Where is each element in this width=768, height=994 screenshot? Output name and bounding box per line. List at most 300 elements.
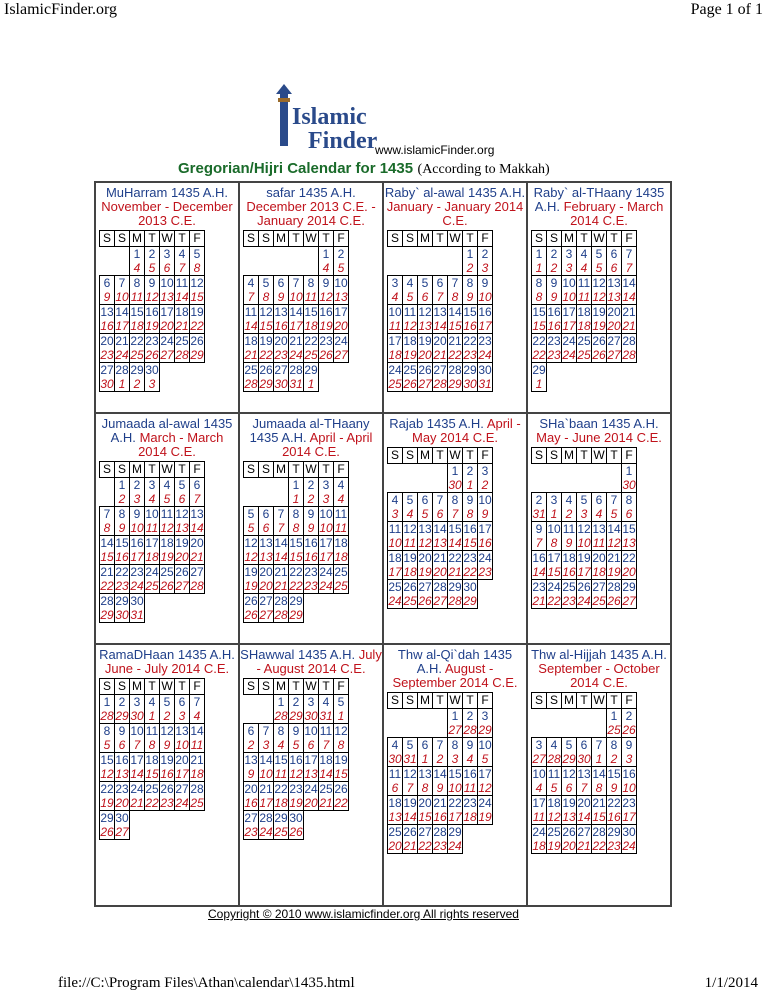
day-cell xyxy=(289,305,304,334)
hijri-day: 22 xyxy=(289,565,303,579)
day-cell xyxy=(319,507,334,536)
gregorian-day: 8 xyxy=(550,536,558,550)
gregorian-day: 24 xyxy=(577,594,591,608)
gregorian-day: 5 xyxy=(337,261,345,275)
hijri-day: 20 xyxy=(100,334,114,348)
hijri-day: 24 xyxy=(160,334,174,348)
day-cell xyxy=(130,305,145,334)
day-cell xyxy=(622,464,637,493)
gregorian-day: 11 xyxy=(403,536,417,550)
day-cell xyxy=(289,753,304,782)
gregorian-day: 5 xyxy=(610,507,618,521)
weekday-header: F xyxy=(190,462,205,478)
gregorian-day: 30 xyxy=(388,752,402,766)
day-cell xyxy=(448,247,463,276)
weekday-header: M xyxy=(274,462,289,478)
gregorian-day: 21 xyxy=(403,839,417,853)
gregorian-day: 27 xyxy=(448,723,462,737)
hijri-day: 21 xyxy=(190,753,204,767)
gregorian-day: 9 xyxy=(307,521,315,535)
day-cell xyxy=(388,305,403,334)
hijri-day: 2 xyxy=(292,695,300,709)
hijri-day: 25 xyxy=(145,782,159,796)
gregorian-day: 25 xyxy=(145,579,159,593)
gregorian-day: 16 xyxy=(562,565,576,579)
hijri-day: 25 xyxy=(334,565,348,579)
day-cell xyxy=(304,363,319,392)
hijri-day: 22 xyxy=(448,796,462,810)
weekday-header: T xyxy=(145,462,160,478)
calendar-row-2 xyxy=(94,412,672,643)
day-cell xyxy=(115,753,130,782)
gregorian-day: 1 xyxy=(421,752,429,766)
day-cell xyxy=(463,709,478,738)
hijri-month-name: Rajab 1435 A.H. xyxy=(389,416,484,431)
hijri-day: 14 xyxy=(190,724,204,738)
hijri-day: 21 xyxy=(607,551,621,565)
hijri-day: 9 xyxy=(466,738,474,752)
day-cell xyxy=(130,565,145,594)
day-cell xyxy=(622,796,637,825)
gregorian-day: 18 xyxy=(145,550,159,564)
weekday-header: T xyxy=(577,448,592,464)
hijri-day: 24 xyxy=(562,334,576,348)
hijri-day: 2 xyxy=(118,695,126,709)
gregorian-day: 24 xyxy=(478,348,492,362)
hijri-day: 26 xyxy=(259,363,273,377)
gregorian-day: 1 xyxy=(595,752,603,766)
day-cell xyxy=(607,464,622,493)
hijri-month-name: SHa`baan 1435 A.H. xyxy=(539,416,659,431)
day-cell xyxy=(592,276,607,305)
day-cell xyxy=(418,464,433,493)
gregorian-day: 29 xyxy=(463,594,477,608)
day-cell xyxy=(319,811,334,840)
day-cell xyxy=(100,478,115,507)
hijri-day: 15 xyxy=(289,536,303,550)
day-cell xyxy=(115,536,130,565)
day-cell xyxy=(175,305,190,334)
hijri-day: 14 xyxy=(289,305,303,319)
day-cell xyxy=(319,536,334,565)
day-cell xyxy=(607,767,622,796)
hijri-day: 2 xyxy=(535,493,543,507)
day-cell xyxy=(319,478,334,507)
day-cell xyxy=(592,522,607,551)
hijri-day: 9 xyxy=(322,276,330,290)
day-cell xyxy=(190,276,205,305)
hijri-day: 30 xyxy=(289,811,303,825)
day-cell xyxy=(100,305,115,334)
gregorian-day: 9 xyxy=(466,290,474,304)
day-cell xyxy=(622,334,637,363)
hijri-day: 16 xyxy=(115,753,129,767)
gregorian-day: 26 xyxy=(100,825,114,839)
gregorian-day: 10 xyxy=(577,536,591,550)
day-cell xyxy=(130,363,145,392)
day-cell xyxy=(115,247,130,276)
gregorian-day: 16 xyxy=(478,536,492,550)
gregorian-day: 13 xyxy=(562,810,576,824)
hijri-day: 14 xyxy=(448,305,462,319)
gregorian-day: 4 xyxy=(406,507,414,521)
hijri-day: 11 xyxy=(145,724,159,738)
day-cell xyxy=(190,565,205,594)
day-cell xyxy=(334,247,349,276)
hijri-day: 8 xyxy=(103,724,111,738)
gregorian-day: 16 xyxy=(160,767,174,781)
day-cell xyxy=(403,276,418,305)
day-cell xyxy=(448,767,463,796)
hijri-day: 1 xyxy=(625,464,633,478)
title-main: Gregorian/Hijri Calendar for 1435 xyxy=(178,160,414,177)
day-cell xyxy=(100,536,115,565)
hijri-day: 19 xyxy=(259,334,273,348)
hijri-day: 15 xyxy=(100,753,114,767)
gregorian-day: 14 xyxy=(130,767,144,781)
weekday-header: W xyxy=(593,231,605,245)
day-cell xyxy=(334,276,349,305)
gregorian-day: 15 xyxy=(334,767,348,781)
gregorian-day: 11 xyxy=(532,810,546,824)
hijri-day: 7 xyxy=(436,738,444,752)
hijri-day: 25 xyxy=(244,363,258,377)
weekday-header: M xyxy=(418,231,433,247)
gregorian-day: 17 xyxy=(289,319,303,333)
gregorian-day: 23 xyxy=(160,796,174,810)
hijri-day: 29 xyxy=(289,594,303,608)
gregorian-day: 23 xyxy=(100,348,114,362)
day-cell xyxy=(244,782,259,811)
hijri-day: 13 xyxy=(190,507,204,521)
day-cell xyxy=(433,522,448,551)
day-cell xyxy=(592,363,607,392)
hijri-day: 12 xyxy=(190,276,204,290)
hijri-day: 12 xyxy=(562,767,576,781)
gregorian-day: 26 xyxy=(607,594,621,608)
gregorian-range: August - September 2014 C.E. xyxy=(392,661,518,690)
month-header xyxy=(528,645,670,690)
gregorian-day: 21 xyxy=(190,550,204,564)
hijri-day: 21 xyxy=(592,796,606,810)
day-cell xyxy=(478,276,493,305)
hijri-month-name: MuHarram 1435 A.H. xyxy=(105,185,229,200)
day-cell xyxy=(319,782,334,811)
hijri-day: 3 xyxy=(307,695,315,709)
day-cell xyxy=(592,305,607,334)
day-cell xyxy=(160,276,175,305)
day-cell xyxy=(115,334,130,363)
hijri-day: 19 xyxy=(562,796,576,810)
day-cell xyxy=(334,811,349,840)
day-cell xyxy=(190,363,205,392)
day-cell xyxy=(244,811,259,840)
day-cell xyxy=(577,825,592,854)
hijri-month-name: safar 1435 A.H. xyxy=(266,185,356,200)
copyright-link[interactable]: Copyright © 2010 www.islamicfinder.org All rights reserved xyxy=(208,907,519,921)
gregorian-day: 8 xyxy=(148,738,156,752)
day-cell xyxy=(304,724,319,753)
weekday-header: S xyxy=(388,231,403,247)
month-calendar-table xyxy=(531,447,637,609)
weekday-header: S xyxy=(403,231,418,247)
gregorian-day: 7 xyxy=(625,261,633,275)
gregorian-day: 26 xyxy=(592,348,606,362)
day-cell xyxy=(145,334,160,363)
day-cell xyxy=(478,580,493,609)
hijri-day: 14 xyxy=(592,767,606,781)
hijri-day: 12 xyxy=(577,522,591,536)
weekday-header: M xyxy=(418,448,433,464)
hijri-day: 8 xyxy=(451,493,459,507)
day-cell xyxy=(259,507,274,536)
hijri-day: 15 xyxy=(463,305,477,319)
weekday-header: F xyxy=(334,231,349,247)
gregorian-day: 11 xyxy=(592,536,606,550)
gregorian-day: 18 xyxy=(274,796,288,810)
day-cell xyxy=(259,247,274,276)
day-cell xyxy=(145,811,160,840)
day-cell xyxy=(478,825,493,854)
weekday-header: T xyxy=(433,448,448,464)
weekday-header: T xyxy=(145,679,160,695)
day-cell xyxy=(478,796,493,825)
day-cell xyxy=(259,276,274,305)
day-cell xyxy=(100,247,115,276)
weekday-header: W xyxy=(305,462,317,476)
day-cell xyxy=(190,478,205,507)
day-cell xyxy=(259,594,274,623)
gregorian-day: 3 xyxy=(133,492,141,506)
hijri-day: 13 xyxy=(244,753,258,767)
day-cell xyxy=(403,709,418,738)
gregorian-day: 8 xyxy=(103,521,111,535)
gregorian-day: 19 xyxy=(592,319,606,333)
gregorian-day: 14 xyxy=(433,319,447,333)
hijri-day: 4 xyxy=(565,493,573,507)
gregorian-day: 23 xyxy=(433,839,447,853)
gregorian-day: 29 xyxy=(562,752,576,766)
day-cell xyxy=(403,825,418,854)
gregorian-day: 19 xyxy=(160,550,174,564)
hijri-day: 17 xyxy=(160,305,174,319)
day-cell xyxy=(463,305,478,334)
day-cell xyxy=(334,565,349,594)
weekday-header: S xyxy=(100,679,115,695)
hijri-day: 11 xyxy=(175,276,189,290)
month-cell xyxy=(526,183,672,412)
gregorian-day: 31 xyxy=(130,608,144,622)
gregorian-day: 2 xyxy=(133,377,141,391)
hijri-day: 23 xyxy=(289,782,303,796)
gregorian-day: 30 xyxy=(577,752,591,766)
hijri-day: 11 xyxy=(547,767,561,781)
gregorian-day: 4 xyxy=(193,709,201,723)
hijri-day: 5 xyxy=(580,493,588,507)
day-cell xyxy=(334,536,349,565)
day-cell xyxy=(607,796,622,825)
day-cell xyxy=(145,536,160,565)
gregorian-day: 27 xyxy=(433,594,447,608)
gregorian-day: 18 xyxy=(130,319,144,333)
gregorian-day: 24 xyxy=(289,348,303,362)
gregorian-day: 23 xyxy=(304,579,318,593)
hijri-day: 22 xyxy=(607,796,621,810)
hijri-day: 12 xyxy=(334,724,348,738)
day-cell xyxy=(577,796,592,825)
hijri-day: 14 xyxy=(259,753,273,767)
day-cell xyxy=(304,478,319,507)
day-cell xyxy=(418,767,433,796)
weekday-header: M xyxy=(562,448,577,464)
day-cell xyxy=(190,753,205,782)
day-cell xyxy=(532,825,547,854)
day-cell xyxy=(244,594,259,623)
day-cell xyxy=(388,767,403,796)
hijri-day: 28 xyxy=(433,825,447,839)
day-cell xyxy=(418,709,433,738)
hijri-day: 12 xyxy=(175,507,189,521)
day-cell xyxy=(334,334,349,363)
hijri-day: 29 xyxy=(463,363,477,377)
day-cell xyxy=(289,363,304,392)
hijri-day: 18 xyxy=(577,305,591,319)
gregorian-day: 21 xyxy=(532,594,546,608)
day-cell xyxy=(334,724,349,753)
gregorian-day: 12 xyxy=(607,536,621,550)
month-header xyxy=(240,645,382,676)
hijri-day: 8 xyxy=(133,276,141,290)
hijri-day: 21 xyxy=(115,334,129,348)
day-cell xyxy=(418,363,433,392)
hijri-day: 27 xyxy=(100,363,114,377)
day-cell xyxy=(259,782,274,811)
hijri-day: 10 xyxy=(304,724,318,738)
hijri-day: 27 xyxy=(244,811,258,825)
hijri-day: 5 xyxy=(565,738,573,752)
day-cell xyxy=(448,363,463,392)
hijri-day: 28 xyxy=(190,782,204,796)
hijri-day: 7 xyxy=(118,276,126,290)
month-calendar-table xyxy=(99,461,205,623)
weekday-header: F xyxy=(478,693,493,709)
hijri-day: 24 xyxy=(547,580,561,594)
weekday-header: M xyxy=(562,231,577,247)
day-cell xyxy=(547,580,562,609)
hijri-day: 8 xyxy=(277,724,285,738)
hijri-day: 23 xyxy=(130,565,144,579)
gregorian-day: 22 xyxy=(190,319,204,333)
day-cell xyxy=(448,709,463,738)
day-cell xyxy=(190,594,205,623)
hijri-day: 24 xyxy=(334,334,348,348)
day-cell xyxy=(562,247,577,276)
weekday-header: T xyxy=(289,679,304,695)
day-cell xyxy=(190,305,205,334)
hijri-day: 23 xyxy=(304,565,318,579)
gregorian-day: 14 xyxy=(319,767,333,781)
gregorian-day: 31 xyxy=(319,709,333,723)
day-cell xyxy=(190,536,205,565)
day-cell xyxy=(304,594,319,623)
hijri-day: 17 xyxy=(388,334,402,348)
hijri-day: 18 xyxy=(562,551,576,565)
hijri-month-name: Jumaada al-THaany 1435 A.H. xyxy=(249,416,370,445)
gregorian-day: 3 xyxy=(391,507,399,521)
hijri-day: 21 xyxy=(433,796,447,810)
gregorian-day: 27 xyxy=(622,594,636,608)
hijri-day: 2 xyxy=(307,478,315,492)
day-cell xyxy=(433,276,448,305)
weekday-header: S xyxy=(259,231,274,247)
gregorian-day: 24 xyxy=(115,348,129,362)
weekday-header: S xyxy=(388,448,403,464)
gregorian-day: 2 xyxy=(247,738,255,752)
gregorian-day: 17 xyxy=(115,319,129,333)
day-cell xyxy=(607,334,622,363)
month-calendar-table xyxy=(531,692,637,854)
weekday-header: T xyxy=(463,693,478,709)
day-cell xyxy=(145,753,160,782)
gregorian-day: 19 xyxy=(418,565,432,579)
weekday-header: S xyxy=(532,693,547,709)
hijri-day: 16 xyxy=(622,767,636,781)
hijri-day: 30 xyxy=(622,825,636,839)
hijri-day: 25 xyxy=(175,334,189,348)
hijri-day: 15 xyxy=(274,753,288,767)
hijri-day: 9 xyxy=(292,724,300,738)
hijri-day: 16 xyxy=(319,305,333,319)
gregorian-day: 5 xyxy=(247,521,255,535)
hijri-day: 11 xyxy=(577,276,591,290)
day-cell xyxy=(130,753,145,782)
gregorian-day: 6 xyxy=(163,261,171,275)
day-cell xyxy=(532,522,547,551)
day-cell xyxy=(577,767,592,796)
day-cell xyxy=(274,507,289,536)
gregorian-day: 13 xyxy=(304,767,318,781)
day-cell xyxy=(304,782,319,811)
gregorian-day: 9 xyxy=(247,767,255,781)
gregorian-day: 5 xyxy=(103,738,111,752)
gregorian-day: 8 xyxy=(451,290,459,304)
gregorian-day: 18 xyxy=(334,550,348,564)
gregorian-day: 28 xyxy=(547,752,561,766)
day-cell xyxy=(130,247,145,276)
day-cell xyxy=(100,507,115,536)
hijri-day: 9 xyxy=(133,507,141,521)
gregorian-day: 19 xyxy=(319,319,333,333)
day-cell xyxy=(448,305,463,334)
gregorian-day: 5 xyxy=(421,507,429,521)
hijri-day: 18 xyxy=(334,536,348,550)
hijri-day: 1 xyxy=(466,247,474,261)
site-url[interactable]: www.islamicFinder.org xyxy=(375,143,495,157)
gregorian-day: 20 xyxy=(334,319,348,333)
day-cell xyxy=(289,507,304,536)
day-cell xyxy=(319,334,334,363)
day-cell xyxy=(259,695,274,724)
hijri-day: 10 xyxy=(145,507,159,521)
day-cell xyxy=(190,782,205,811)
gregorian-day: 6 xyxy=(307,738,315,752)
gregorian-day: 28 xyxy=(244,377,258,391)
hijri-day: 3 xyxy=(565,247,573,261)
gregorian-day: 25 xyxy=(388,377,402,391)
hijri-day: 12 xyxy=(403,767,417,781)
hijri-day: 9 xyxy=(307,507,315,521)
day-cell xyxy=(274,334,289,363)
